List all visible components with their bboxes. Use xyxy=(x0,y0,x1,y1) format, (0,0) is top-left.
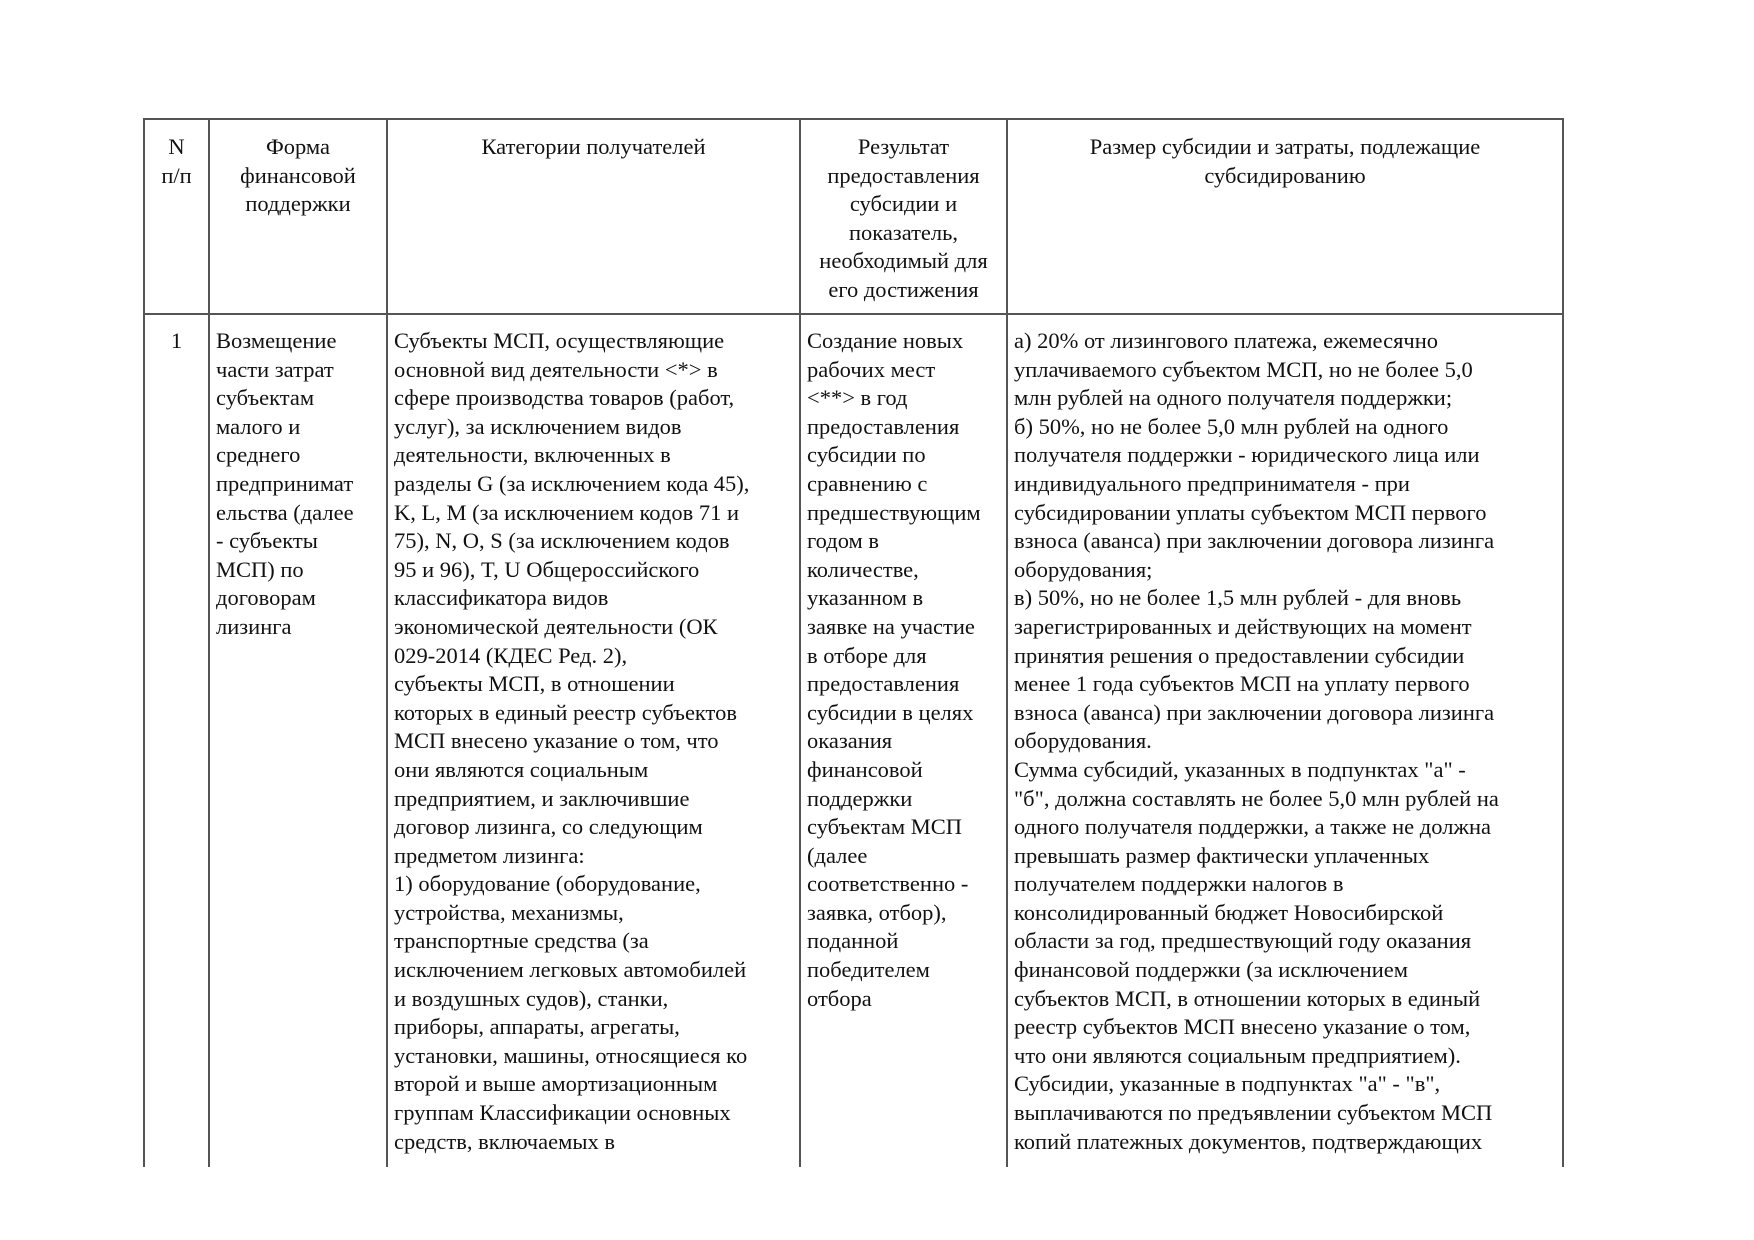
text-line: группам Классификации основных xyxy=(394,1100,731,1126)
text-line: субсидированию xyxy=(1204,162,1366,188)
text-line: МСП) по xyxy=(216,556,304,582)
text-line: основной вид деятельности <*> в xyxy=(394,356,718,382)
text-line: а) 20% от лизингового платежа, ежемесячно xyxy=(1014,328,1439,353)
text-line: Субъекты МСП, осуществляющие xyxy=(394,328,725,353)
text-line: "б", должна составлять не более 5,0 млн рублей на xyxy=(1014,785,1499,811)
text-line: предметом лизинга: xyxy=(394,842,585,868)
text-line: среднего xyxy=(216,442,301,468)
text-line: поддержки xyxy=(245,191,351,217)
text-line: области за год, предшествующий году оказания xyxy=(1014,928,1472,954)
text-line: оказания xyxy=(807,728,893,754)
text-line: субъекты МСП, в отношении xyxy=(394,671,675,697)
cell-subsidy-amount xyxy=(1007,314,1563,1167)
text-line: (далее xyxy=(807,842,868,868)
text-line: <**> в год xyxy=(807,385,908,411)
text-line: количестве, xyxy=(807,556,919,582)
text-line: одного получателя поддержки, а также не должна xyxy=(1014,814,1491,840)
text-line: предоставления xyxy=(807,671,960,697)
text-line: Возмещение xyxy=(216,328,337,353)
text-line: поддержки xyxy=(807,785,913,811)
text-line: K, L, M (за исключением кодов 71 и xyxy=(394,499,739,525)
text-line: в) 50%, но не более 1,5 млн рублей - для вновь xyxy=(1014,585,1462,611)
text-line: предшествующим xyxy=(807,499,981,525)
text-line: субсидии в целях xyxy=(807,699,974,725)
text-line: заявке на участие xyxy=(807,613,975,639)
text-line: менее 1 года субъектов МСП на уплату первого xyxy=(1014,671,1470,697)
text-line: индивидуального предпринимателя - при xyxy=(1014,470,1410,496)
text-line: копий платежных документов, подтверждающих xyxy=(1014,1128,1483,1154)
text-line: малого и xyxy=(216,413,301,439)
text-line: заявка, отбор), xyxy=(807,899,947,925)
text-line: поданной xyxy=(807,928,899,954)
text-line: млн рублей на одного получателя поддержки; xyxy=(1014,385,1453,411)
text-line: сравнению с xyxy=(807,470,928,496)
header-support-form xyxy=(209,119,387,314)
text-line: 95 и 96), T, U Общероссийского xyxy=(394,556,700,582)
text-line: финансовой xyxy=(240,162,356,188)
text-line: Размер субсидии и затраты, подлежащие xyxy=(1089,134,1481,159)
cell-result-indicator xyxy=(800,314,1007,1167)
text-line: приборы, аппараты, агрегаты, xyxy=(394,1014,680,1040)
text-line: услуг), за исключением видов xyxy=(394,413,682,439)
text-line: его достижения xyxy=(828,276,979,302)
text-line: субсидировании уплаты субъектом МСП первого xyxy=(1014,499,1487,525)
text-line: субъектам xyxy=(216,385,315,411)
text-line: уплачиваемого субъектом МСП, но не более 5,0 xyxy=(1014,356,1473,382)
text-line: взноса (аванса) при заключении договора лизинга xyxy=(1014,699,1495,725)
text-line: необходимый для xyxy=(819,248,988,274)
text-line: указанном в xyxy=(807,585,924,611)
row-number: 1 xyxy=(144,314,209,1167)
header-subsidy-amount xyxy=(1007,119,1563,314)
text-line: классификатора видов xyxy=(394,585,609,611)
text-line: предоставления xyxy=(827,162,980,188)
text-line: ельства (далее xyxy=(216,499,354,525)
cell-recipient-categories xyxy=(387,314,800,1167)
text-line: средств, включаемых в xyxy=(394,1128,615,1154)
text-line: субсидии по xyxy=(807,442,926,468)
text-line: исключением легковых автомобилей xyxy=(394,957,747,983)
header-number xyxy=(144,119,209,314)
header-result-indicator xyxy=(800,119,1007,314)
text-line: которых в единый реестр субъектов xyxy=(394,699,737,725)
text-line: предприятием, и заключившие xyxy=(394,785,690,811)
text-line: договор лизинга, со следующим xyxy=(394,814,703,840)
text-line: Субсидии, указанные в подпунктах "а" - "в", xyxy=(1014,1071,1441,1097)
text-line: субъектам МСП xyxy=(807,814,963,840)
text-line: финансовой поддержки (за исключением xyxy=(1014,957,1408,983)
text-line: договорам xyxy=(216,585,316,611)
text-line: устройства, механизмы, xyxy=(394,899,624,925)
subsidy-table xyxy=(143,118,1564,1167)
text-line: разделы G (за исключением кода 45), xyxy=(394,470,750,496)
text-line: предоставления xyxy=(807,413,960,439)
text-line: 1) оборудование (оборудование, xyxy=(394,871,701,897)
table-header-row xyxy=(144,119,1563,314)
text-line: оборудования. xyxy=(1014,728,1152,754)
text-line: и воздушных судов), станки, xyxy=(394,985,669,1011)
text-line: реестр субъектов МСП внесено указание о том, xyxy=(1014,1014,1471,1040)
text-line: 029-2014 (КДЕС Ред. 2), xyxy=(394,642,628,668)
text-line: рабочих мест xyxy=(807,356,936,382)
text-line: оборудования; xyxy=(1014,556,1153,582)
text-line: отбора xyxy=(807,985,872,1011)
text-line: МСП внесено указание о том, что xyxy=(394,728,719,754)
text-line: показатель, xyxy=(848,219,959,245)
text-line: Категории получателей xyxy=(481,134,706,159)
text-line: экономической деятельности (ОК xyxy=(394,613,718,639)
text-line: Форма xyxy=(265,134,330,159)
text-line: установки, машины, относящиеся ко xyxy=(394,1042,748,1068)
text-line: соответственно - xyxy=(807,871,969,897)
text-line: сфере производства товаров (работ, xyxy=(394,385,735,411)
text-line: получателя поддержки - юридического лица или xyxy=(1014,442,1480,468)
text-line: годом в xyxy=(807,528,880,554)
text-line: предпринимат xyxy=(216,470,354,496)
text-line: б) 50%, но не более 5,0 млн рублей на одного xyxy=(1014,413,1449,439)
text-line: получателем поддержки налогов в xyxy=(1014,871,1344,897)
text-line: что они являются социальным предприятием). xyxy=(1014,1042,1461,1068)
text-line: N xyxy=(168,134,185,159)
cell-support-form xyxy=(209,314,387,1167)
text-line: 75), N, O, S (за исключением кодов xyxy=(394,528,730,554)
text-line: консолидированный бюджет Новосибирской xyxy=(1014,899,1444,925)
text-line: Результат xyxy=(857,134,950,159)
text-line: принятия решения о предоставлении субсидии xyxy=(1014,642,1465,668)
header-recipient-categories xyxy=(387,119,800,314)
text-line: выплачиваются по предъявлении субъектом МСП xyxy=(1014,1100,1493,1126)
text-line: п/п xyxy=(161,162,192,188)
text-line: они являются социальным xyxy=(394,756,649,782)
text-line: деятельности, включенных в xyxy=(394,442,671,468)
text-line: транспортные средства (за xyxy=(394,928,649,954)
text-line: субсидии и xyxy=(849,191,958,217)
text-line: победителем xyxy=(807,957,930,983)
text-line: части затрат xyxy=(216,356,334,382)
table-row xyxy=(144,314,1563,1167)
text-line: - субъекты xyxy=(216,528,318,554)
text-line: в отборе для xyxy=(807,642,927,668)
text-line: зарегистрированных и действующих на момент xyxy=(1014,613,1472,639)
text-line: Создание новых xyxy=(807,328,964,353)
text-line: превышать размер фактически уплаченных xyxy=(1014,842,1430,868)
text-line: лизинга xyxy=(216,613,292,639)
text-line: взноса (аванса) при заключении договора лизинга xyxy=(1014,528,1495,554)
text-line: Сумма субсидий, указанных в подпунктах "а" - xyxy=(1014,756,1466,782)
text-line: второй и выше амортизационным xyxy=(394,1071,718,1097)
text-line: финансовой xyxy=(807,756,923,782)
text-line: субъектов МСП, в отношении которых в единый xyxy=(1014,985,1481,1011)
